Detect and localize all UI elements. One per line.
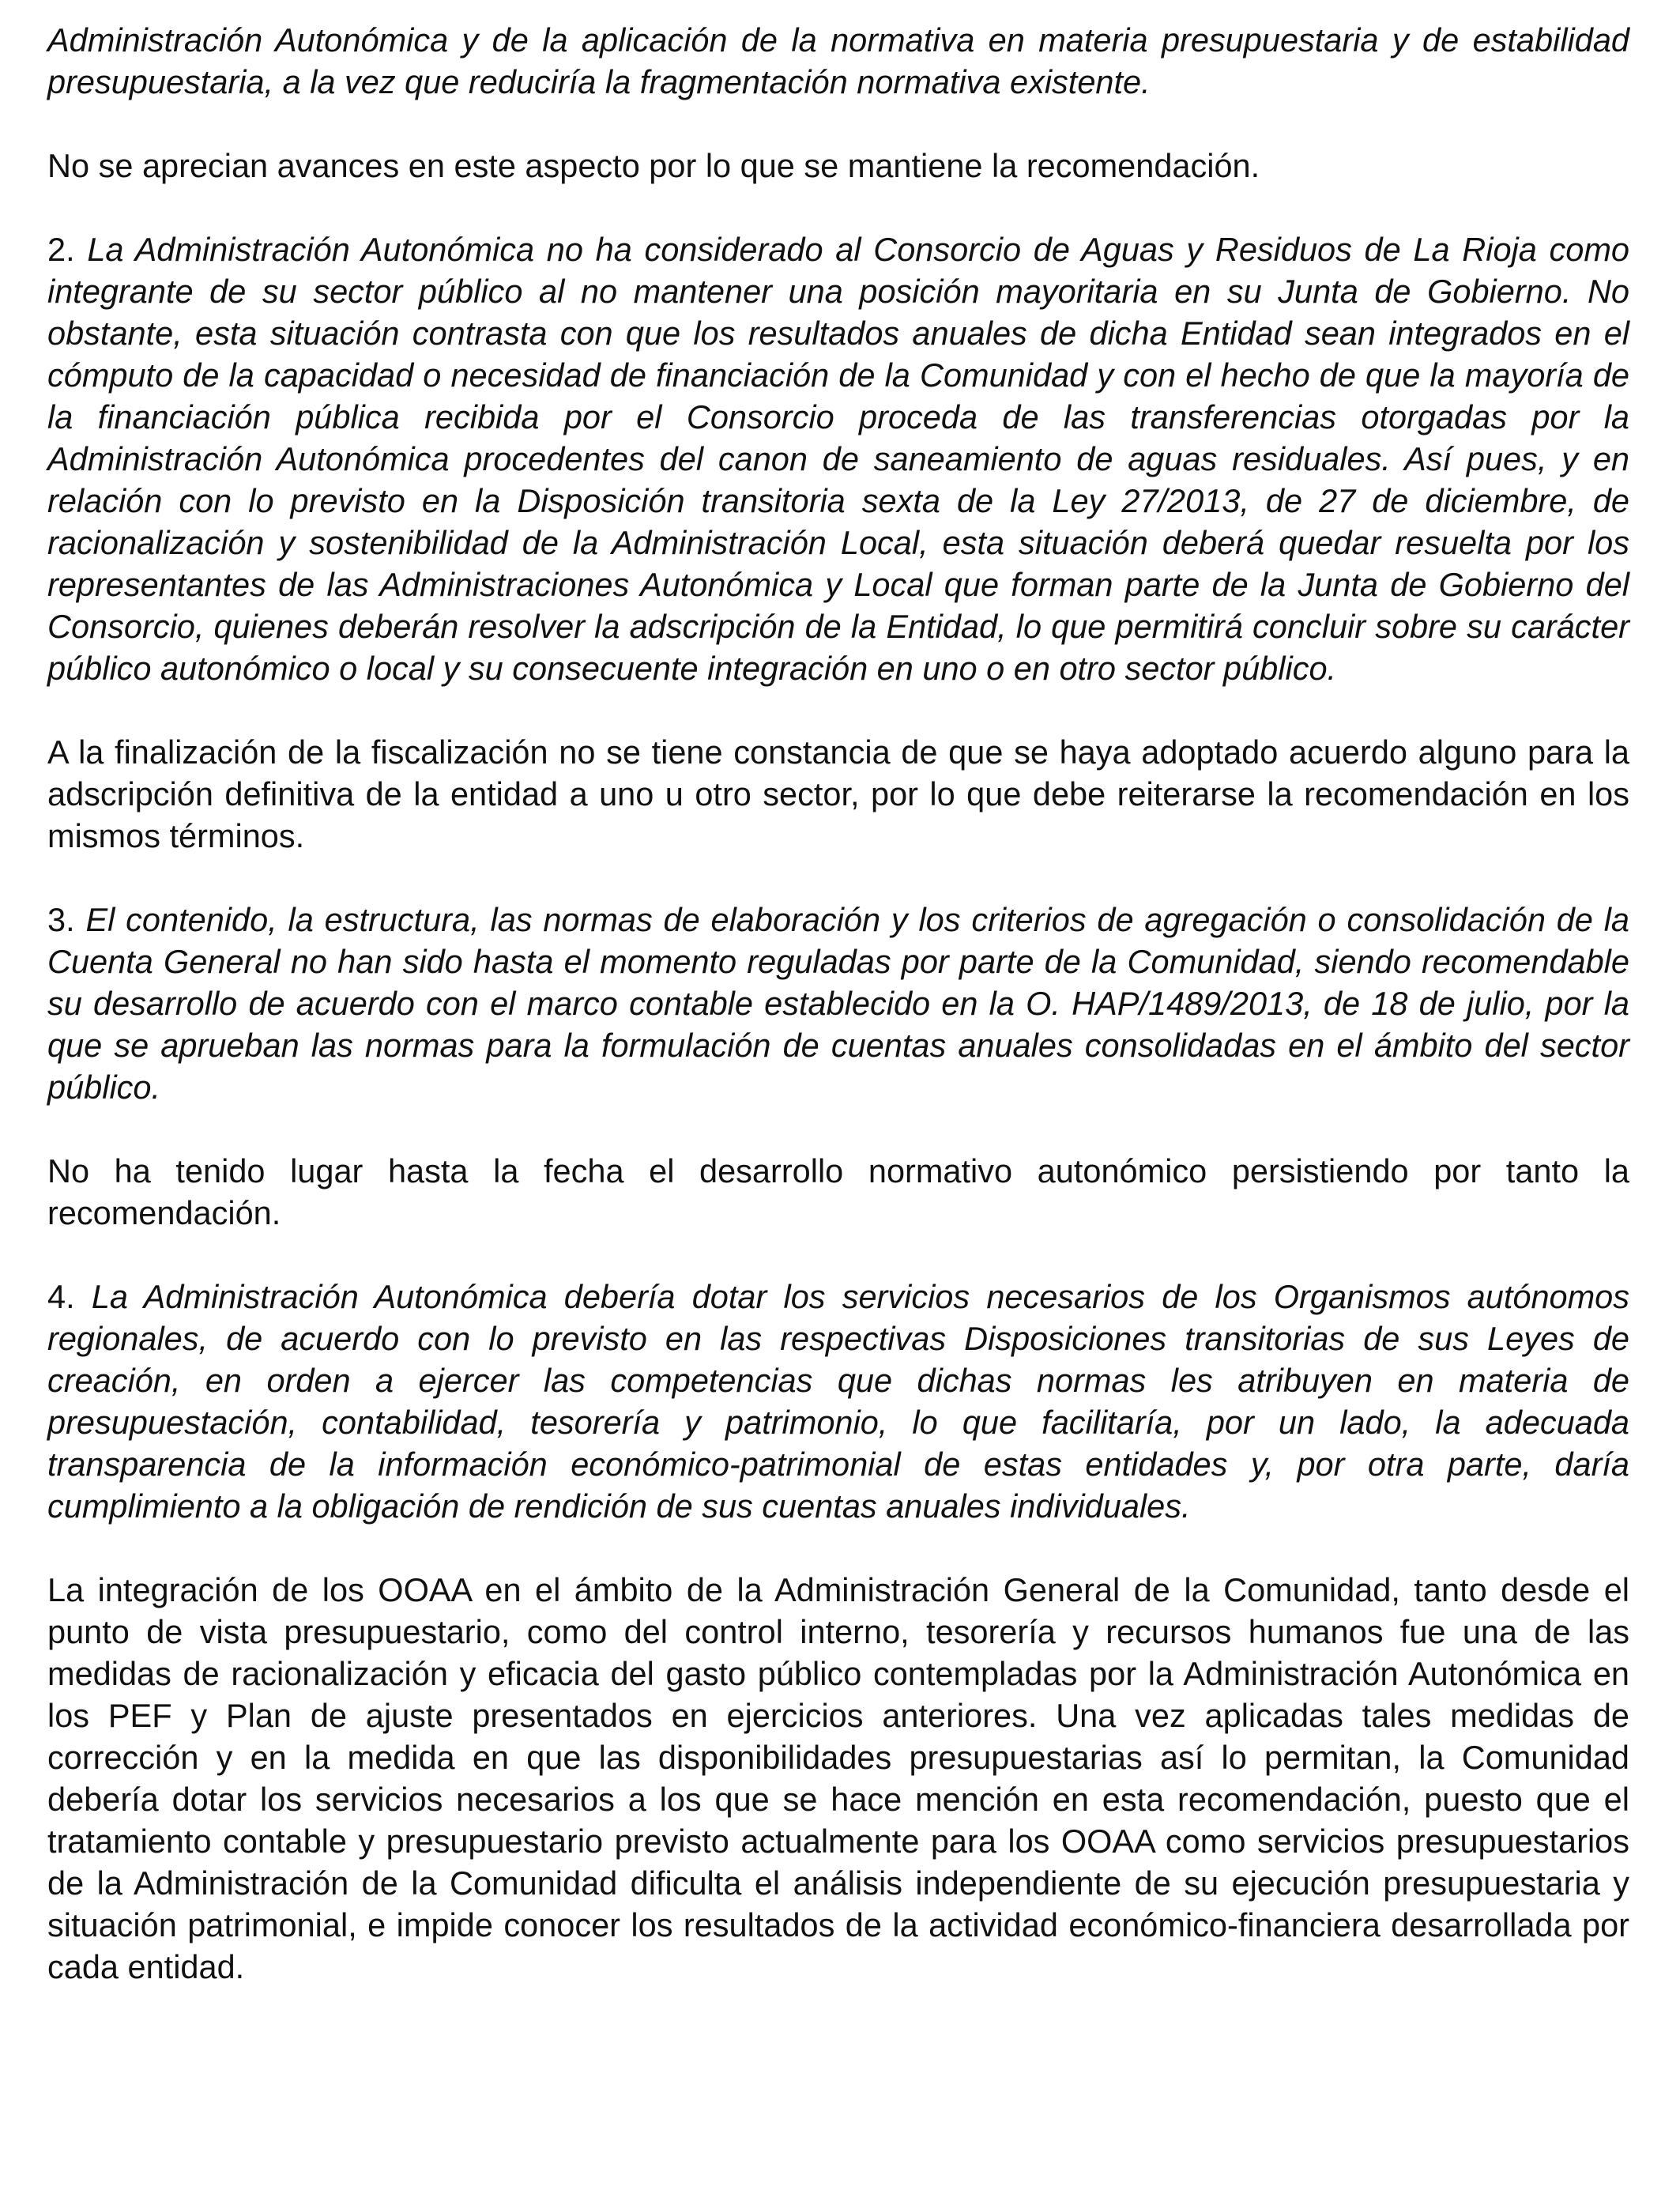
recommendation-text: La Administración Autonómica no ha considerado al Consorcio de Aguas y Residuos de La Rioja como integrante de su sector público al no mantener una posición mayoritaria en su Junta de Gobierno. No obstante, esta situación contrasta con que los resultados anuales de dicha Entidad sean integrados en el cómputo de la capacidad o necesidad de financiación de la Comunidad y con el hecho de que la mayoría de la financiación pública recibida por el Consorcio proceda de las transferencias otorgadas por la Administración Autonómica procedentes del canon de saneamiento de aguas residuales. Así pues, y en relación con lo previsto en la Disposición transitoria sexta de la Ley 27/2013, de 27 de diciembre, de racionalización y sostenibilidad de la Administración Local, esta situación deberá quedar resuelta por los representantes de las Administraciones Autonómica y Local que forman parte de la Junta de Gobierno del Consorcio, quienes deberán resolver la adscripción de la Entidad, lo que permitirá concluir sobre su carácter público autonómico o local y su consecuente integración en uno o en otro sector público. <box>47 231 1629 687</box>
recommendation-text: La Administración Autonómica debería dotar los servicios necesarios de los Organismos autónomos regionales, de acuerdo con lo previsto en las respectivas Disposiciones transitorias de sus Leyes de creación, en orden a ejercer las competencias que dichas normas les atribuyen en materia de presupuestación, contabilidad, tesorería y patrimonio, lo que facilitaría, por un lado, la adecuada transparencia de la información económico-patrimonial de estas entidades y, por otra parte, daría cumplimiento a la obligación de rendición de sus cuentas anuales individuales. <box>47 1278 1629 1525</box>
paragraph-follow-up-4 <box>47 1569 1629 1988</box>
paragraph-follow-up-3 <box>47 1150 1629 1234</box>
follow-up-text: A la finalización de la fiscalización no se tiene constancia de que se haya adoptado acuerdo alguno para la adscripción definitiva de la entidad a uno u otro sector, por lo que debe reiterarse la recomendación en los mismos términos. <box>47 733 1629 854</box>
recommendation-number: 3. <box>47 901 75 938</box>
follow-up-text: No ha tenido lugar hasta la fecha el desarrollo normativo autonómico persistiendo por tanto la recomendación. <box>47 1152 1629 1231</box>
recommendation-number: 2. <box>47 231 75 268</box>
paragraph-follow-up-2 <box>47 731 1629 857</box>
recommendation-text: Administración Autonómica y de la aplicación de la normativa en materia presupuestaria y de estabilidad presupuestaria, a la vez que reduciría la fragmentación normativa existente. <box>47 21 1629 100</box>
document-page <box>47 19 1629 1988</box>
follow-up-text: La integración de los OOAA en el ámbito de la Administración General de la Comunidad, tanto desde el punto de vista presupuestario, como del control interno, tesorería y recursos humanos fue una de las medidas de racionalización y eficacia del gasto público contempladas por la Administración Autonómica en los PEF y Plan de ajuste presentados en ejercicios anteriores. Una vez aplicadas tales medidas de corrección y en la medida en que las disponibilidades presupuestarias así lo permitan, la Comunidad debería dotar los servicios necesarios a los que se hace mención en esta recomendación, puesto que el tratamiento contable y presupuestario previsto actualmente para los OOAA como servicios presupuestarios de la Administración de la Comunidad dificulta el análisis independiente de su ejecución presupuestaria y situación patrimonial, e impide conocer los resultados de la actividad económico-financiera desarrollada por cada entidad. <box>47 1571 1629 1985</box>
paragraph-recommendation-4 <box>47 1276 1629 1527</box>
paragraph-recommendation-1-continuation <box>47 19 1629 103</box>
paragraph-recommendation-2 <box>47 228 1629 689</box>
paragraph-recommendation-3 <box>47 899 1629 1108</box>
recommendation-number: 4. <box>47 1278 75 1315</box>
follow-up-text: No se aprecian avances en este aspecto por lo que se mantiene la recomendación. <box>47 147 1260 184</box>
paragraph-follow-up-1 <box>47 145 1629 187</box>
recommendation-text: El contenido, la estructura, las normas de elaboración y los criterios de agregación o consolidación de la Cuenta General no han sido hasta el momento reguladas por parte de la Comunidad, siendo recomendable su desarrollo de acuerdo con el marco contable establecido en la O. HAP/1489/2013, de 18 de julio, por la que se aprueban las normas para la formulación de cuentas anuales consolidadas en el ámbito del sector público. <box>47 901 1630 1106</box>
